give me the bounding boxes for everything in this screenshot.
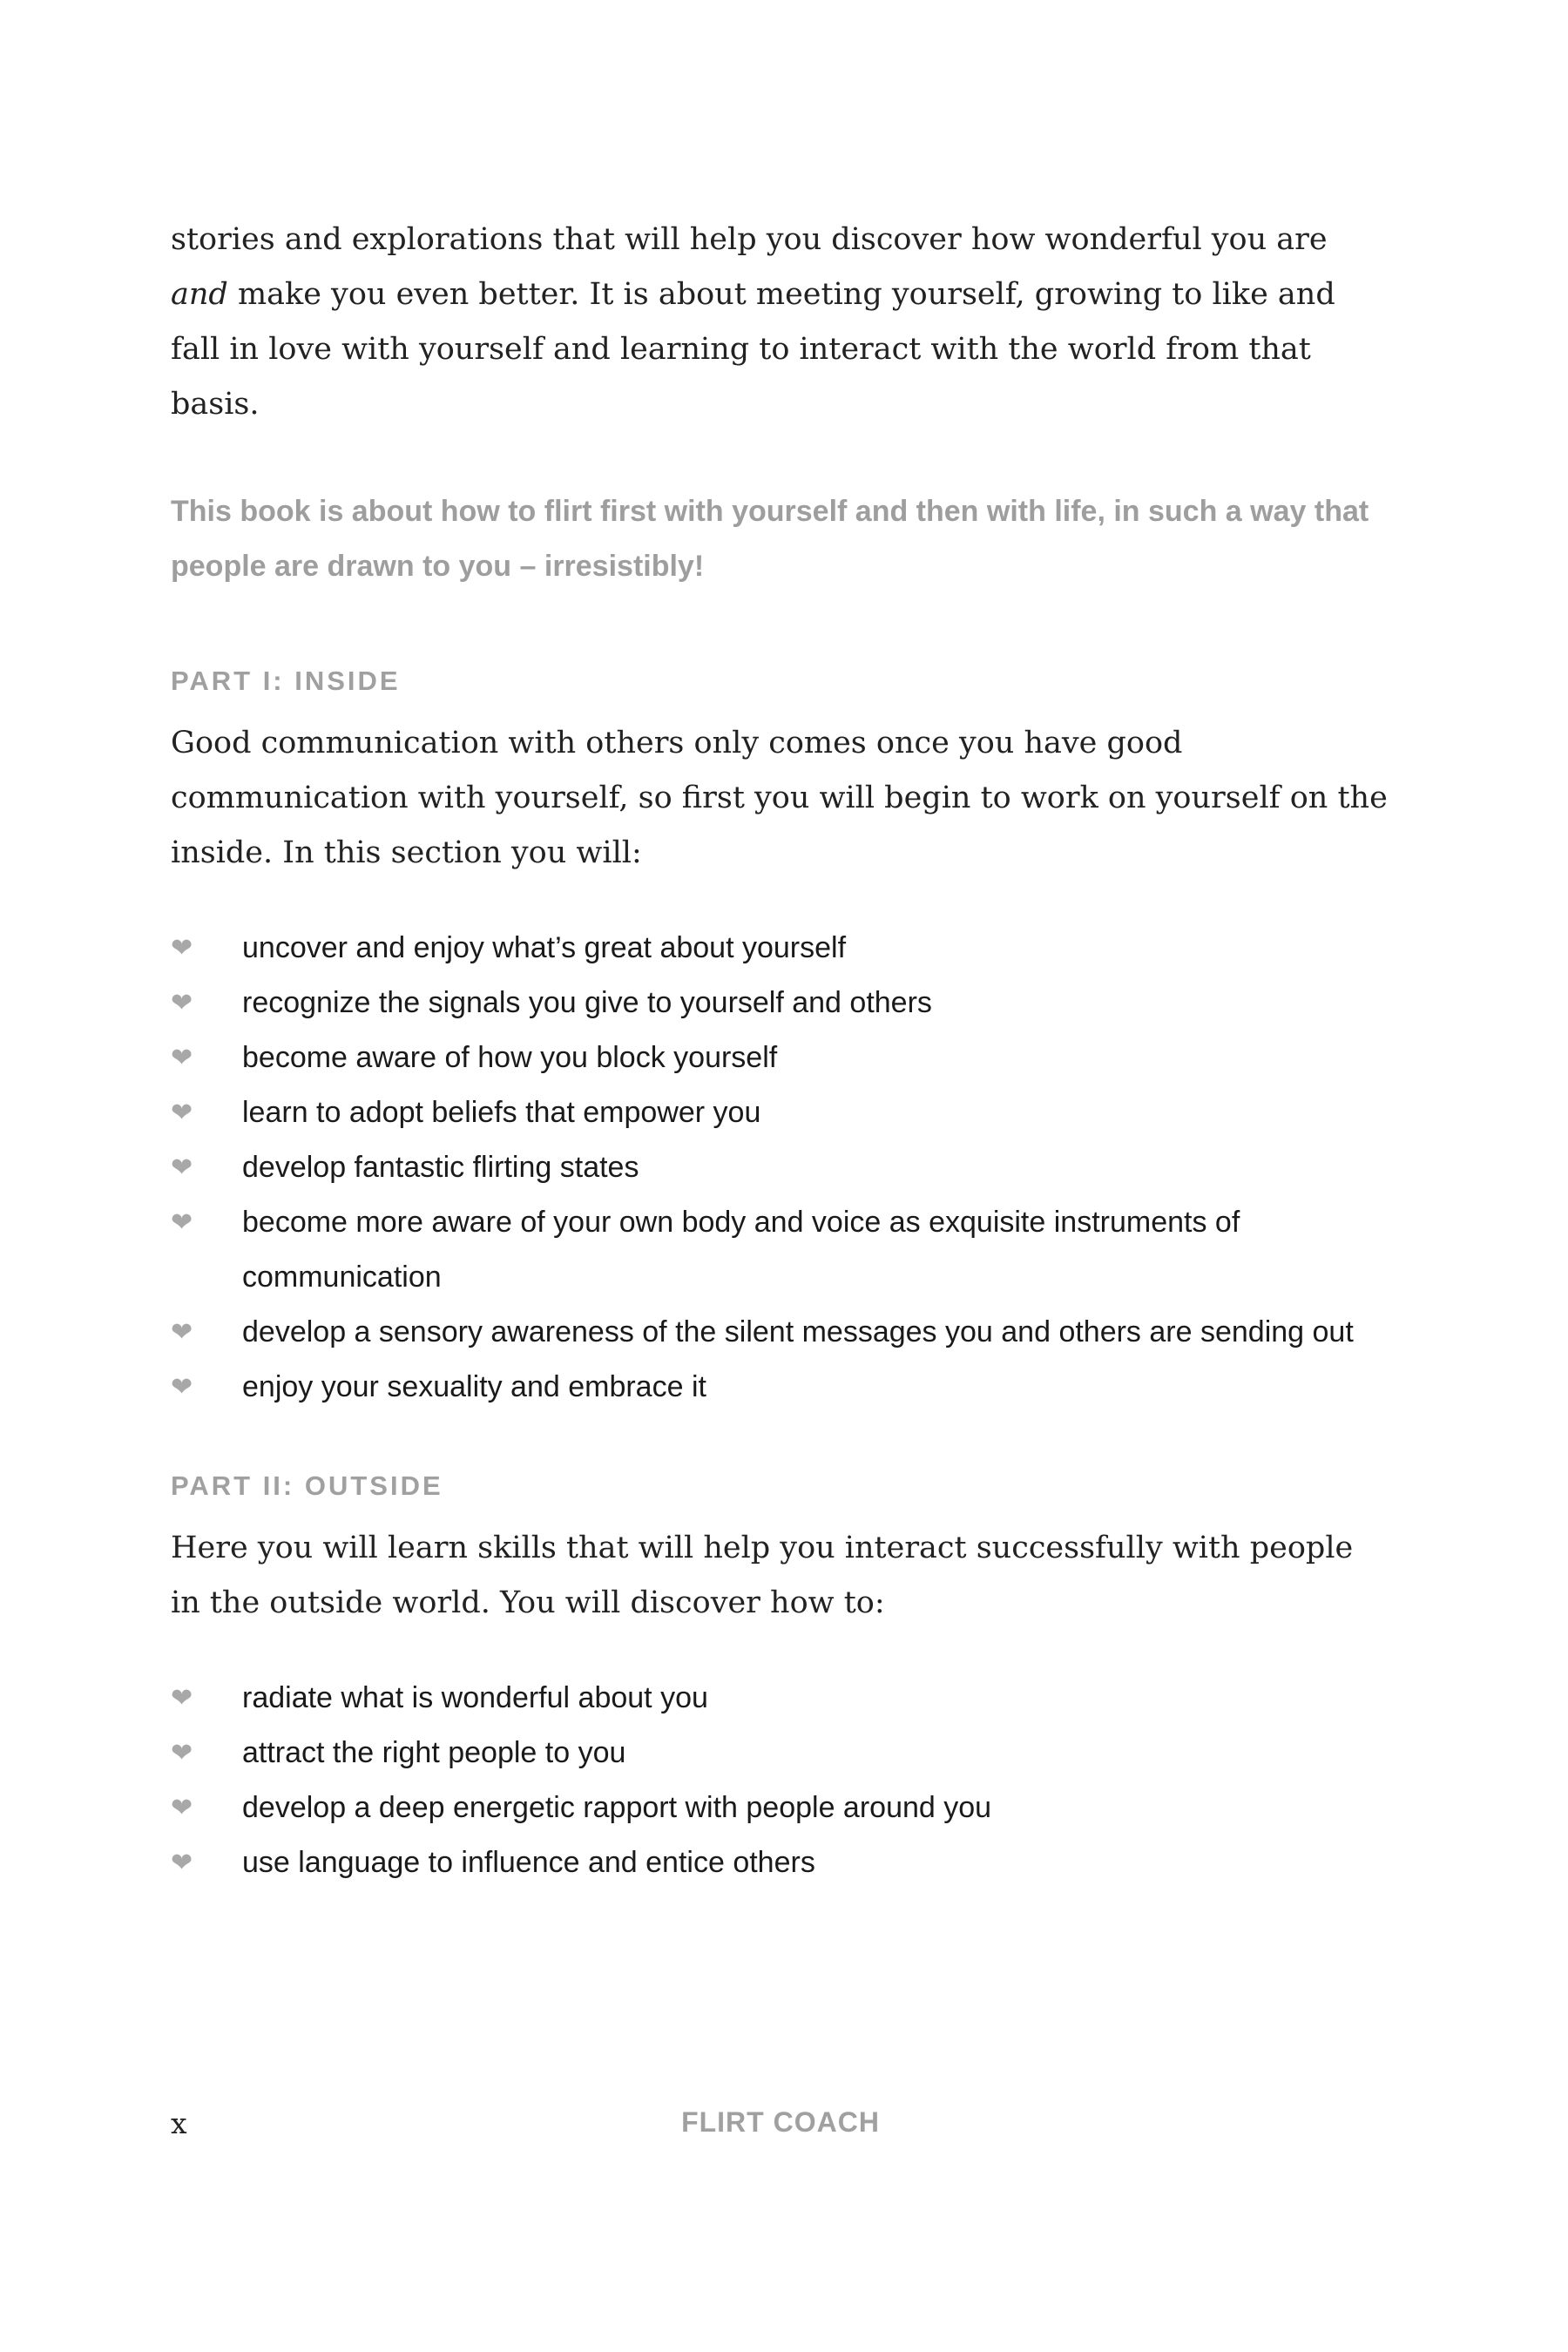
page-content — [171, 213, 1390, 1890]
part-1-body: Good communication with others only comes once you have good communication with yourself, so first you will begin to work on yourself on the inside. In this section you will: — [171, 726, 1388, 870]
list-item — [171, 1360, 1390, 1415]
heart-icon: ❤ — [171, 1372, 193, 1402]
heart-icon: ❤ — [171, 1793, 193, 1823]
part-2-bullet-list — [171, 1671, 1390, 1890]
intro-emphasis: and — [171, 277, 228, 312]
page-footer — [171, 2106, 1390, 2150]
list-item — [171, 1835, 1390, 1890]
heart-icon: ❤ — [171, 1738, 193, 1768]
list-item-text: learn to adopt beliefs that empower you — [242, 1096, 761, 1129]
list-item-text: attract the right people to you — [242, 1736, 626, 1769]
list-item — [171, 921, 1390, 976]
list-item-text: develop a sensory awareness of the silent messages you and others are sending out — [242, 1315, 1354, 1348]
part-1-heading: PART I: INSIDE — [171, 666, 401, 696]
list-item-text: uncover and enjoy what’s great about yourself — [242, 931, 847, 964]
list-item — [171, 1671, 1390, 1726]
heart-icon: ❤ — [171, 1848, 193, 1878]
part-2-heading: PART II: OUTSIDE — [171, 1470, 443, 1501]
running-title: FLIRT COACH — [681, 2106, 880, 2138]
list-item — [171, 1031, 1390, 1085]
list-item-text: develop fantastic flirting states — [242, 1151, 639, 1184]
intro-paragraph — [171, 213, 1390, 432]
page-number: x — [171, 2106, 187, 2140]
callout-statement: This book is about how to flirt first with yourself and then with life, in such a way that people are drawn to you – irresistibly! — [171, 495, 1369, 583]
list-item — [171, 1085, 1390, 1140]
intro-text-end: make you even better. It is about meeting yourself, growing to like and fall in love with yourself and learning to interact with the world from that basis. — [171, 277, 1335, 422]
list-item-text: enjoy your sexuality and embrace it — [242, 1370, 706, 1403]
list-item — [171, 1305, 1390, 1360]
list-item — [171, 1726, 1390, 1781]
list-item-text: become aware of how you block yourself — [242, 1041, 778, 1074]
list-item — [171, 1195, 1390, 1305]
heart-icon: ❤ — [171, 1207, 193, 1238]
heart-icon: ❤ — [171, 1152, 193, 1183]
list-item-text: radiate what is wonderful about you — [242, 1681, 708, 1714]
intro-text-start: stories and explorations that will help you discover how wonderful you are — [171, 222, 1328, 257]
heart-icon: ❤ — [171, 1043, 193, 1073]
part-2-body: Here you will learn skills that will help you interact successfully with people in the outside world. You will discover how to: — [171, 1531, 1354, 1620]
list-item-text: recognize the signals you give to yourself and others — [242, 986, 932, 1019]
heart-icon: ❤ — [171, 1683, 193, 1713]
heart-icon: ❤ — [171, 1098, 193, 1128]
list-item — [171, 976, 1390, 1031]
heart-icon: ❤ — [171, 933, 193, 963]
list-item-text: use language to influence and entice others — [242, 1846, 815, 1879]
list-item-text: develop a deep energetic rapport with people around you — [242, 1791, 992, 1824]
part-1-bullet-list — [171, 921, 1390, 1415]
heart-icon: ❤ — [171, 988, 193, 1018]
list-item — [171, 1781, 1390, 1835]
list-item-text: become more aware of your own body and voice as exquisite instruments of communication — [242, 1206, 1240, 1294]
list-item — [171, 1140, 1390, 1195]
heart-icon: ❤ — [171, 1317, 193, 1348]
